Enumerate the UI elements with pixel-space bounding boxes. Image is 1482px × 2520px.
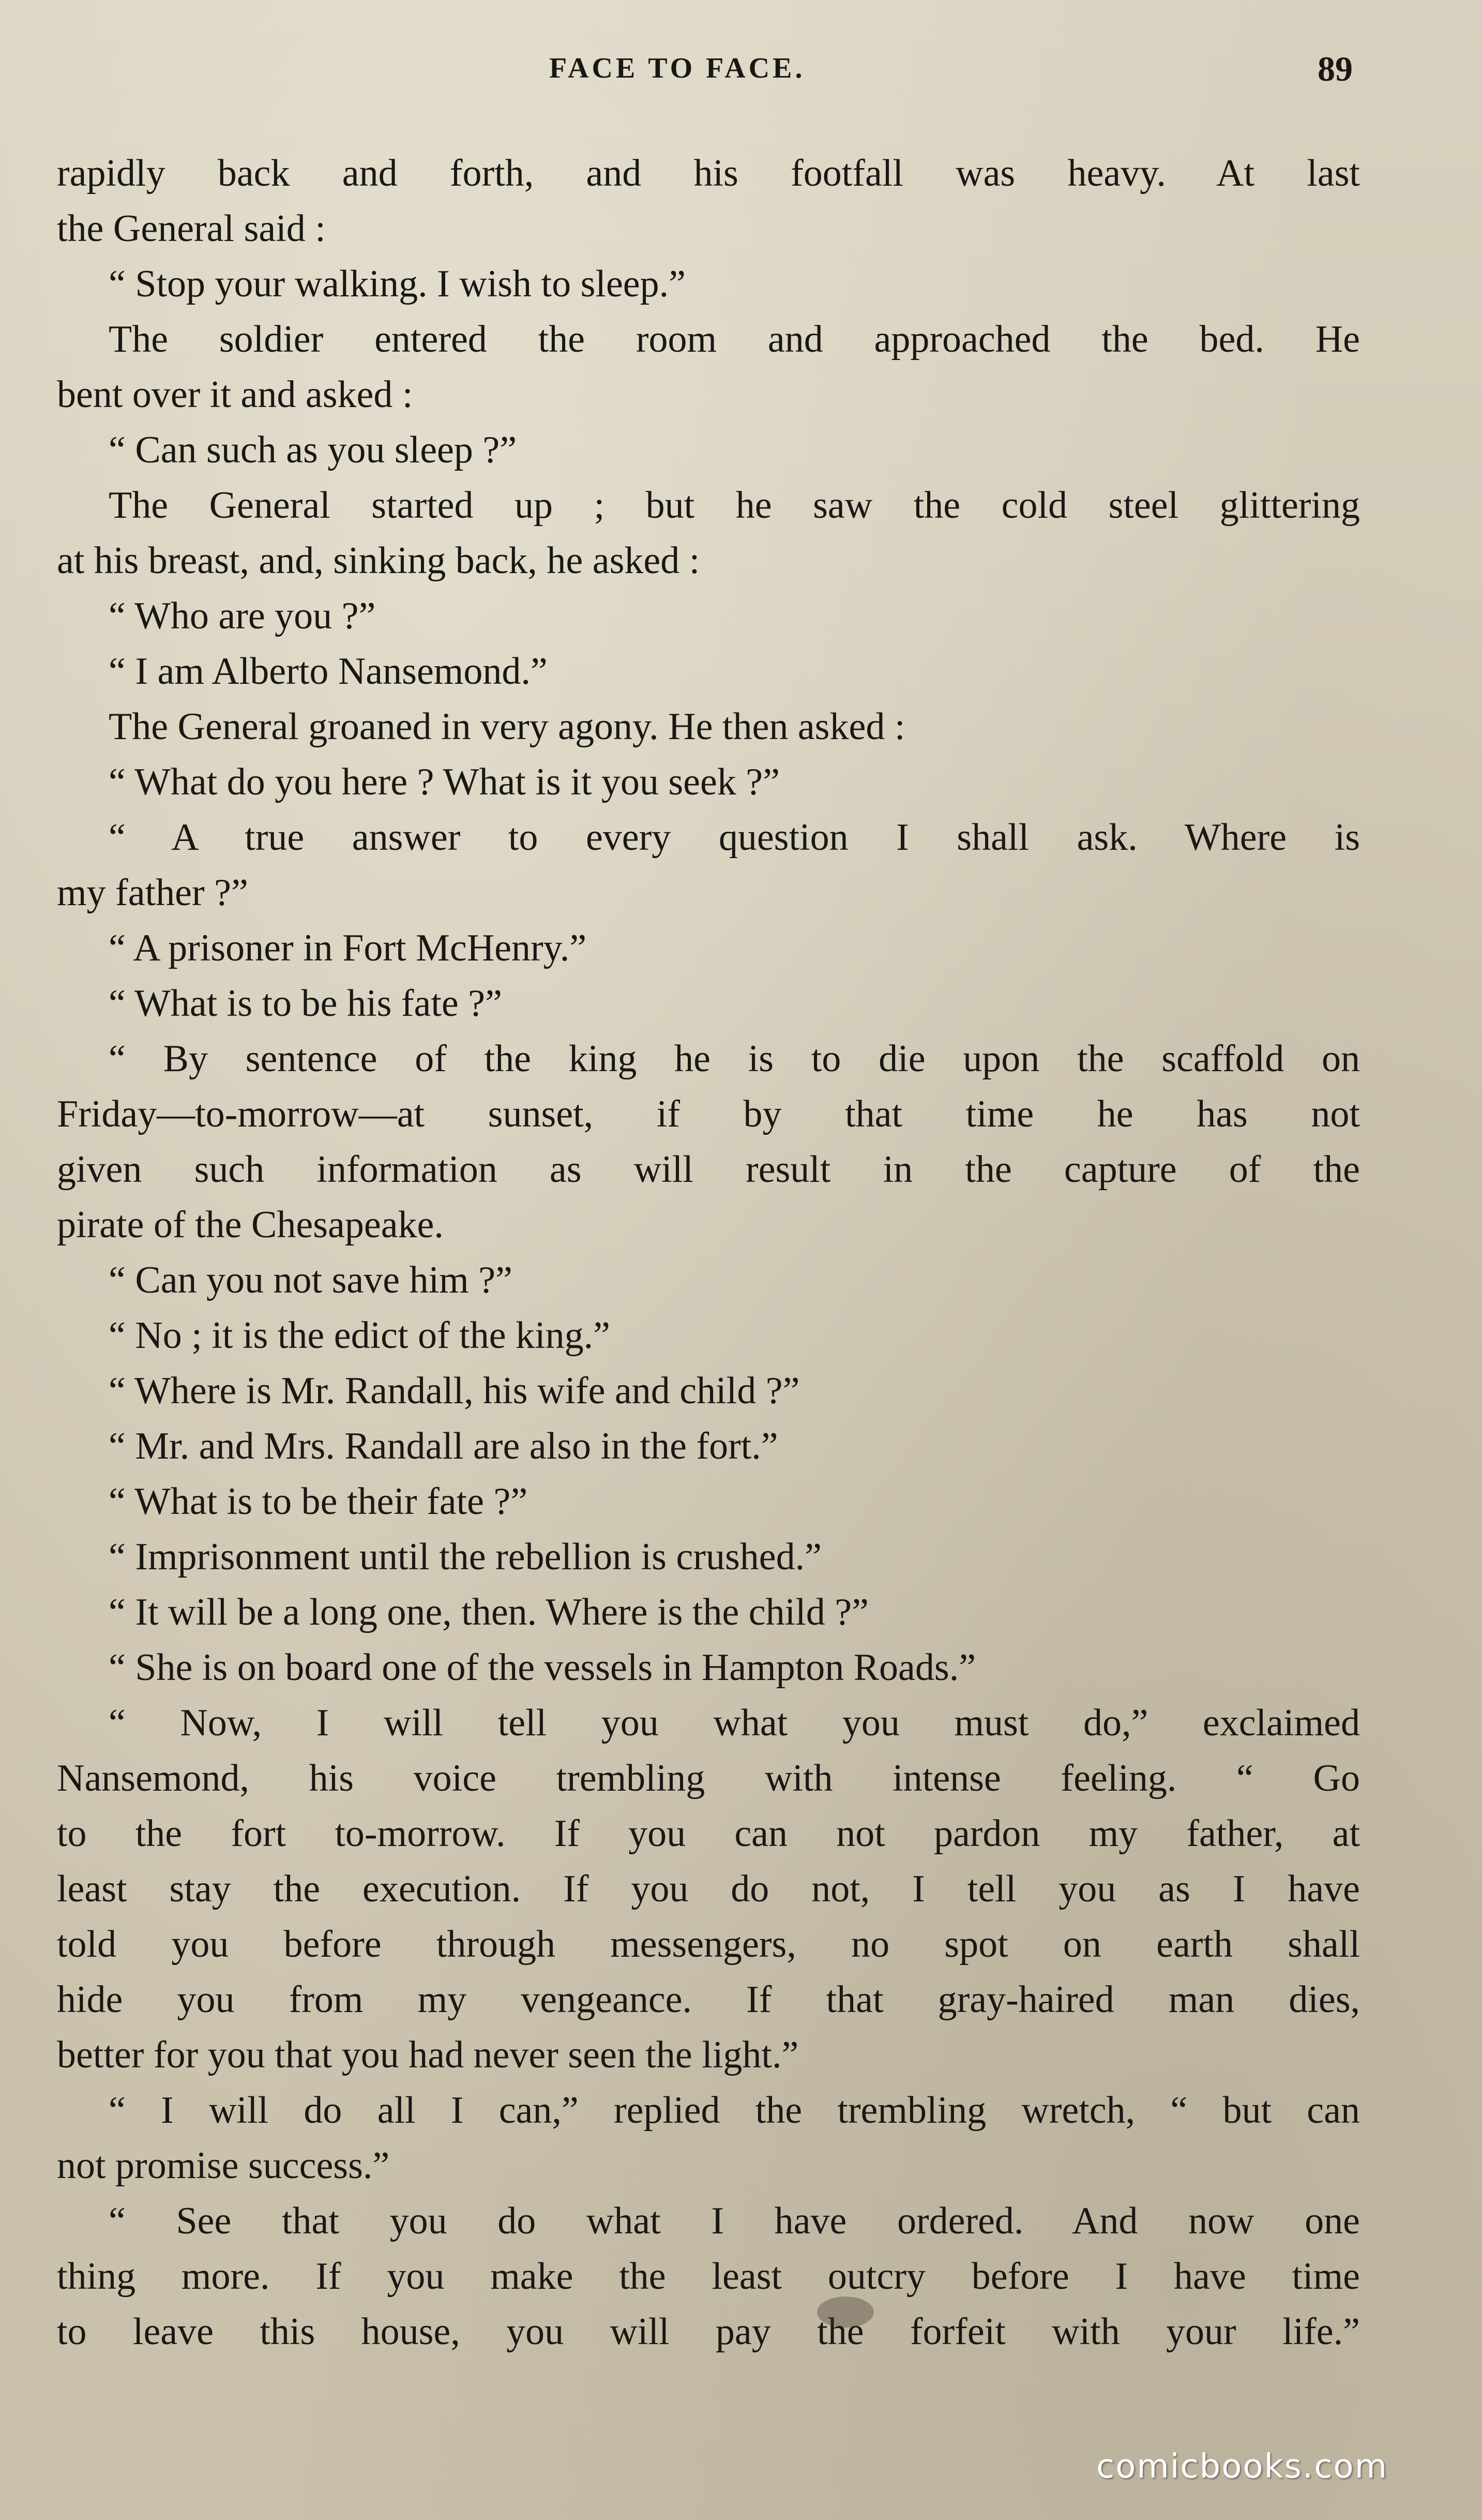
text-line: “ Mr. and Mrs. Randall are also in the fort.” [109, 1425, 778, 1467]
text-line: pirate of the Chesapeake. [57, 1204, 444, 1246]
text-line: “ What is to be their fate ?” [109, 1480, 528, 1523]
running-head [0, 49, 1482, 93]
text-line: “ Imprisonment until the rebellion is crushed.” [109, 1536, 822, 1578]
text-line: The General started up ; but he saw the cold steel glittering [109, 484, 1360, 527]
text-line: Nansemond, his voice trembling with intense feeling. “ Go [57, 1757, 1360, 1799]
text-line: “ A prisoner in Fort McHenry.” [109, 927, 587, 969]
text-line: the General said : [57, 207, 326, 250]
text-line: “ Now, I will tell you what you must do,” exclaimed [109, 1702, 1360, 1744]
text-line: told you before through messengers, no spot on earth shall [57, 1923, 1360, 1966]
chapter-title: FACE TO FACE. [549, 52, 806, 84]
text-line: not promise success.” [57, 2144, 390, 2187]
body-text [57, 146, 1360, 2360]
text-line: hide you from my vengeance. If that gray-haired man dies, [57, 1978, 1360, 2021]
text-line: to the fort to-morrow. If you can not pardon my father, at [57, 1812, 1360, 1855]
text-line: at his breast, and, sinking back, he asked : [57, 539, 700, 582]
text-line: “ A true answer to every question I shall ask. Where is [109, 816, 1360, 859]
text-line: The soldier entered the room and approached the bed. He [109, 318, 1360, 361]
text-line: “ I will do all I can,” replied the trembling wretch, “ but can [109, 2089, 1360, 2132]
text-line: “ What is to be his fate ?” [109, 982, 502, 1025]
text-line: “ It will be a long one, then. Where is the child ?” [109, 1591, 869, 1633]
text-line: “ Can such as you sleep ?” [109, 429, 517, 471]
text-line: “ Can you not save him ?” [109, 1259, 512, 1301]
text-line: “ Where is Mr. Randall, his wife and child ?” [109, 1370, 800, 1412]
text-line: better for you that you had never seen the light.” [57, 2034, 799, 2076]
text-line: given such information as will result in the capture of the [57, 1148, 1360, 1191]
text-line: “ I am Alberto Nansemond.” [109, 650, 548, 693]
text-line: least stay the execution. If you do not, I tell you as I have [57, 1868, 1360, 1910]
text-line: “ By sentence of the king he is to die upon the scaffold on [109, 1038, 1360, 1080]
text-line: Friday—to-morrow—at sunset, if by that time he has not [57, 1093, 1360, 1135]
text-line: my father ?” [57, 872, 248, 914]
text-line: thing more. If you make the least outcry before I have time [57, 2255, 1360, 2298]
text-line: “ Stop your walking. I wish to sleep.” [109, 263, 686, 305]
text-line: bent over it and asked : [57, 373, 413, 416]
text-line: rapidly back and forth, and his footfall was heavy. At last [57, 152, 1360, 194]
site-watermark: comicbooks.com [1096, 2448, 1388, 2486]
text-line: “ Who are you ?” [109, 595, 376, 637]
text-line: “ She is on board one of the vessels in Hampton Roads.” [109, 1646, 976, 1689]
text-line: “ See that you do what I have ordered. And now one [109, 2200, 1360, 2242]
ink-stain [817, 2297, 874, 2328]
page-number: 89 [1318, 49, 1353, 88]
text-line: The General groaned in very agony. He then asked : [109, 706, 905, 748]
text-line: “ No ; it is the edict of the king.” [109, 1314, 610, 1357]
text-line: to leave this house, you will pay the forfeit with your life.” [57, 2311, 1360, 2353]
text-line: “ What do you here ? What is it you seek ?” [109, 761, 780, 803]
